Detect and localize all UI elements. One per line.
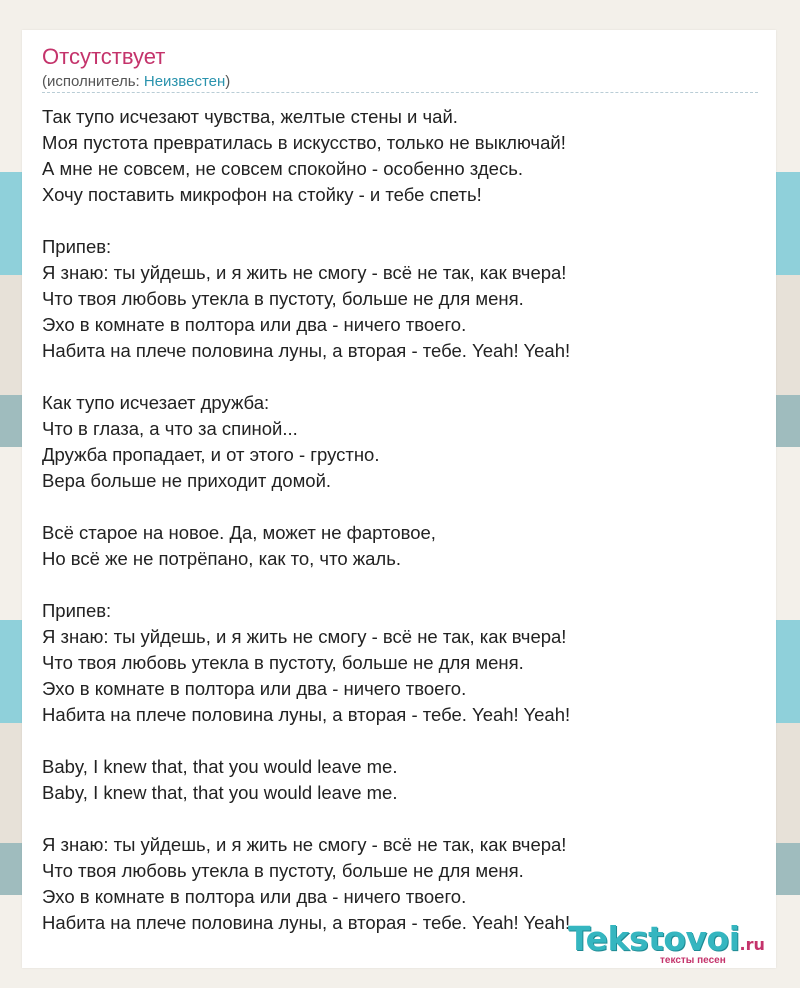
logo-tagline: тексты песен <box>660 955 726 966</box>
lyric-line: Как тупо исчезает дружба: <box>42 392 270 413</box>
lyric-line: Припев: <box>42 600 112 621</box>
lyric-line <box>42 364 570 390</box>
lyric-line <box>42 208 570 234</box>
lyric-line: Baby, I knew that, that you would leave me. <box>42 782 398 803</box>
lyric-line: Эхо в комнате в полтора или два - ничего твоего. <box>42 314 467 335</box>
lyric-line: Что твоя любовь утекла в пустоту, больше не для меня. <box>42 652 524 673</box>
lyric-line: Что твоя любовь утекла в пустоту, больше не для меня. <box>42 860 524 881</box>
lyric-line <box>42 806 570 832</box>
lyric-line: Набита на плече половина луны, а вторая - тебе. Yeah! Yeah! <box>42 912 571 933</box>
artist-label: (исполнитель: <box>42 73 144 90</box>
lyric-line <box>42 494 570 520</box>
artist-close: ) <box>225 73 231 90</box>
lyric-line: Припев: <box>42 236 112 257</box>
lyric-line: Я знаю: ты уйдешь, и я жить не смогу - всё не так, как вчера! <box>42 834 567 855</box>
lyric-line: Я знаю: ты уйдешь, и я жить не смогу - всё не так, как вчера! <box>42 626 567 647</box>
lyric-line <box>42 572 570 598</box>
lyric-line: Хочу поставить микрофон на стойку - и тебе спеть! <box>42 184 482 205</box>
lyric-line: Набита на плече половина луны, а вторая - тебе. Yeah! Yeah! <box>42 704 571 725</box>
lyric-line: Вера больше не приходит домой. <box>42 470 332 491</box>
lyric-line: Что твоя любовь утекла в пустоту, больше не для меня. <box>42 288 524 309</box>
song-title: Отсутствует <box>42 44 166 69</box>
title-divider <box>42 92 758 93</box>
logo-tld: .ru <box>739 935 765 954</box>
lyric-line: Что в глаза, а что за спиной... <box>42 418 298 439</box>
lyric-line: Моя пустота превратилась в искусство, только не выключай! <box>42 132 566 153</box>
lyric-line: Я знаю: ты уйдешь, и я жить не смогу - всё не так, как вчера! <box>42 262 567 283</box>
lyric-line: Но всё же не потрёпано, как то, что жаль. <box>42 548 402 569</box>
lyric-line: Эхо в комнате в полтора или два - ничего твоего. <box>42 678 467 699</box>
lyric-line: Baby, I knew that, that you would leave me. <box>42 756 398 777</box>
lyric-line: Всё старое на новое. Да, может не фартовое, <box>42 522 436 543</box>
lyric-line: Набита на плече половина луны, а вторая - тебе. Yeah! Yeah! <box>42 340 571 361</box>
lyric-line: Дружба пропадает, и от этого - грустно. <box>42 444 380 465</box>
logo-word: Tekstovoi <box>568 919 740 958</box>
lyric-line: Так тупо исчезают чувства, желтые стены и чай. <box>42 106 458 127</box>
lyric-line: Эхо в комнате в полтора или два - ничего твоего. <box>42 886 467 907</box>
lyric-line <box>42 728 570 754</box>
lyric-line: А мне не совсем, не совсем спокойно - особенно здесь. <box>42 158 523 179</box>
site-logo[interactable] <box>568 919 765 966</box>
artist-line <box>42 73 230 90</box>
artist-link[interactable]: Неизвестен <box>143 73 226 90</box>
lyrics-text <box>42 104 570 936</box>
lyrics-card <box>22 30 776 968</box>
